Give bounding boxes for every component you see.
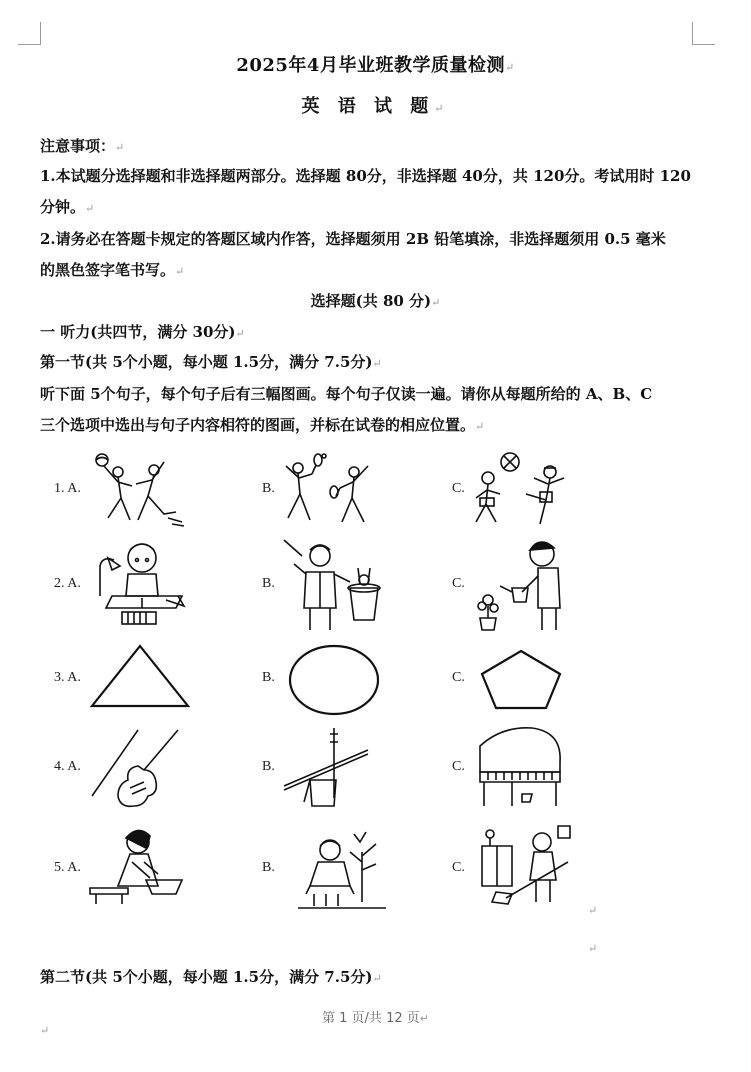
q1-option-c-label: C. [452,481,465,496]
piano-picture [472,722,568,812]
q3-option-c-label: C. [452,670,465,685]
violin-picture [88,726,184,810]
notice-item2-line1: 2.请务必在答题卡规定的答题区域内作答，选择题须用 2B 铅笔填涂，非选择题须用 0.5 毫米 [40,230,666,248]
instruction-line1: 听下面 5个句子，每个句子后有三幅图画。每个句子仅读一遍。请你从每题所给的 A、B、C [40,385,653,403]
pentagon-picture [478,648,564,712]
notice-item1-line1: 1.本试题分选择题和非选择题两部分。选择题 80分，非选择题 40分，共 120分。考试用时 120 [40,167,691,185]
q2-option-c-label: C. [452,576,465,591]
q4-option-c-label: C. [452,759,465,774]
sweeping-floor-picture [472,822,576,908]
q5-option-c-label: C. [452,860,465,875]
paragraph-mark-2: ↵ [588,942,598,955]
triangle-picture [88,642,192,710]
reading-boy-picture [92,536,192,630]
q5-option-b-label: B. [262,860,275,875]
paragraph-mark-1: ↵ [588,904,598,917]
q3-option-a-label: 3. A. [54,670,81,685]
q3-option-b-label: B. [262,670,275,685]
volleyball-picture [88,450,188,530]
instruction-line2: 三个选项中选出与句子内容相符的图画，并标在试卷的相应位置。↵ [40,416,485,434]
washing-clothes-picture [88,822,184,908]
erhu-picture [280,724,376,810]
choice-section-heading: 选择题(共 80 分)↵ [310,292,441,310]
magician-picture [280,538,386,632]
listening-heading: 一 听力(共四节，满分 30分)↵ [40,323,245,341]
corner-mark-top-right [692,22,715,45]
part1-heading: 第一节(共 5个小题，每小题 1.5分，满分 7.5分)↵ [40,353,382,371]
page-footer: 第 1 页/共 12 页↵ [322,1011,429,1026]
q2-option-b-label: B. [262,576,275,591]
exam-subtitle: 英 语 试 题↵ [301,96,450,117]
q1-option-a-label: 1. A. [54,481,81,496]
corner-mark-top-left [18,22,41,45]
q4-option-b-label: B. [262,759,275,774]
soccer-picture [470,448,580,532]
exam-title: 2025年4月毕业班教学质量检测↵ [236,55,515,76]
planting-tree-picture [296,822,388,912]
badminton-picture [278,448,378,530]
q1-option-b-label: B. [262,481,275,496]
circle-picture [286,642,382,720]
paragraph-mark-3: ↵ [40,1024,50,1037]
notice-heading: 注意事项：↵ [40,137,125,155]
watering-picture [476,536,580,634]
q2-option-a-label: 2. A. [54,576,81,591]
q5-option-a-label: 5. A. [54,860,81,875]
part2-heading: 第二节(共 5个小题，每小题 1.5分，满分 7.5分)↵ [40,968,382,986]
q4-option-a-label: 4. A. [54,759,81,774]
notice-item1-line2: 分钟。↵ [40,198,95,216]
notice-item2-line2: 的黑色签字笔书写。↵ [40,261,185,279]
